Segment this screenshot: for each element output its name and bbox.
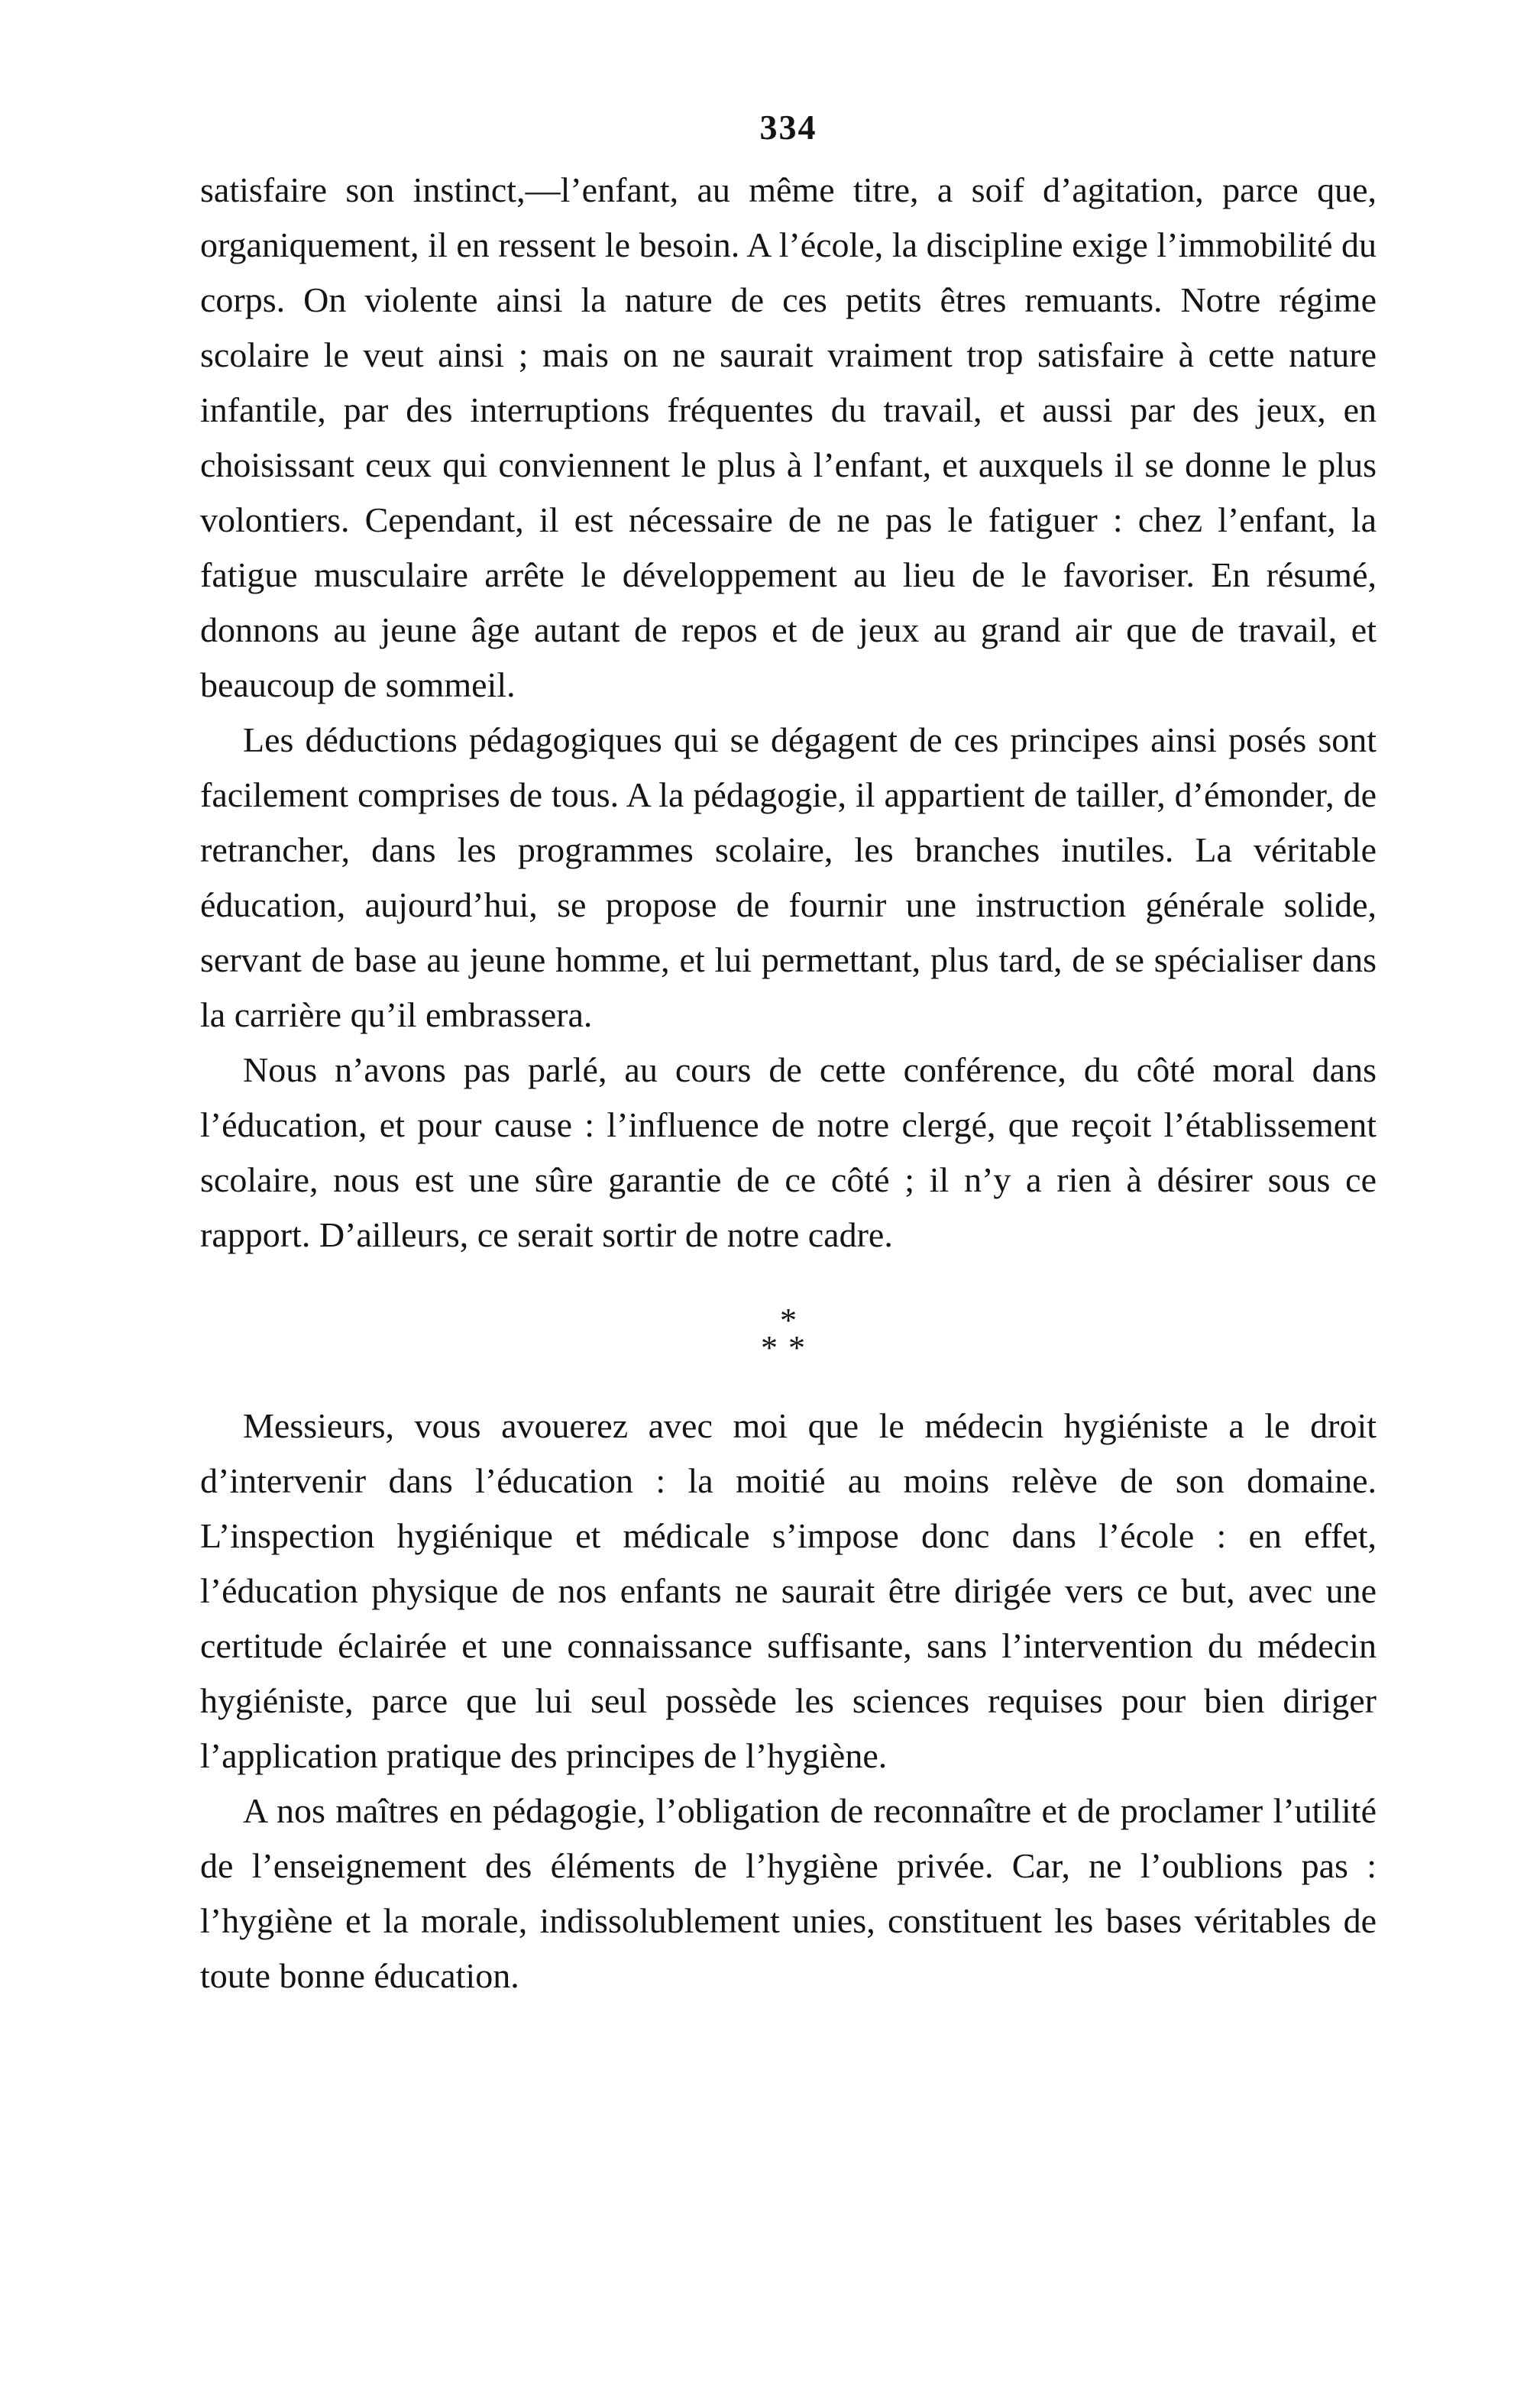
asterism-bottom: **	[761, 1329, 816, 1366]
paragraph-3: Nous n’avons pas parlé, au cours de cette conférence, du côté moral dans l’éducation, et pour cause : l’influence de notre clergé, que reçoit l’établissement scolaire, nous est une sûre garantie de ce côté ; il n’y a rien à désirer sous ce rapport. D’ailleurs, ce serait sortir de notre cadre.	[200, 1050, 1377, 1254]
asterism-top: *	[780, 1302, 797, 1339]
book-page	[200, 107, 1377, 2004]
paragraph-4: Messieurs, vous avouerez avec moi que le médecin hygiéniste a le droit d’intervenir dans l’éducation : la moitié au moins relève de son domaine. L’inspection hygiénique et médicale s’impose donc dans l’école : en effet, l’éducation physique de nos enfants ne saurait être dirigée vers ce but, avec une certitude éclairée et une connaissance suffisante, sans l’intervention du médecin hygiéniste, parce que lui seul possède les sciences requises pour bien diriger l’application pratique des principes de l’hygiène.	[200, 1406, 1377, 1775]
paragraph-2: Les déductions pédagogiques qui se dégagent de ces principes ainsi posés sont facilement comprises de tous. A la pédagogie, il appartient de tailler, d’émonder, de retrancher, dans les programmes scolaire, les branches inutiles. La véritable éducation, aujourd’hui, se propose de fournir une instruction générale solide, servant de base au jeune homme, et lui permettant, plus tard, de se spécialiser dans la carrière qu’il embrassera.	[200, 720, 1377, 1034]
page-number: 334	[759, 108, 817, 147]
section-separator-asterism	[200, 1302, 1377, 1366]
paragraph-5: A nos maîtres en pédagogie, l’obligation de reconnaître et de proclamer l’utilité de l’enseignement des éléments de l’hygiène privée. Car, ne l’oublions pas : l’hygiène et la morale, indissolublement unies, constituent les bases véritables de toute bonne éducation.	[200, 1791, 1377, 1995]
paragraph-1: satisfaire son instinct,—l’enfant, au même titre, a soif d’agitation, parce que, organiquement, il en ressent le besoin. A l’école, la discipline exige l’immobilité du corps. On violente ainsi la nature de ces petits êtres remuants. Notre régime scolaire le veut ainsi ; mais on ne saurait vraiment trop satisfaire à cette nature infantile, par des interruptions fréquentes du travail, et aussi par des jeux, en choisissant ceux qui conviennent le plus à l’enfant, et auxquels il se donne le plus volontiers. Cependant, il est nécessaire de ne pas le fatiguer : chez l’enfant, la fatigue musculaire arrête le développement au lieu de le favoriser. En résumé, donnons au jeune âge autant de repos et de jeux au grand air que de travail, et beaucoup de sommeil.	[200, 170, 1377, 704]
